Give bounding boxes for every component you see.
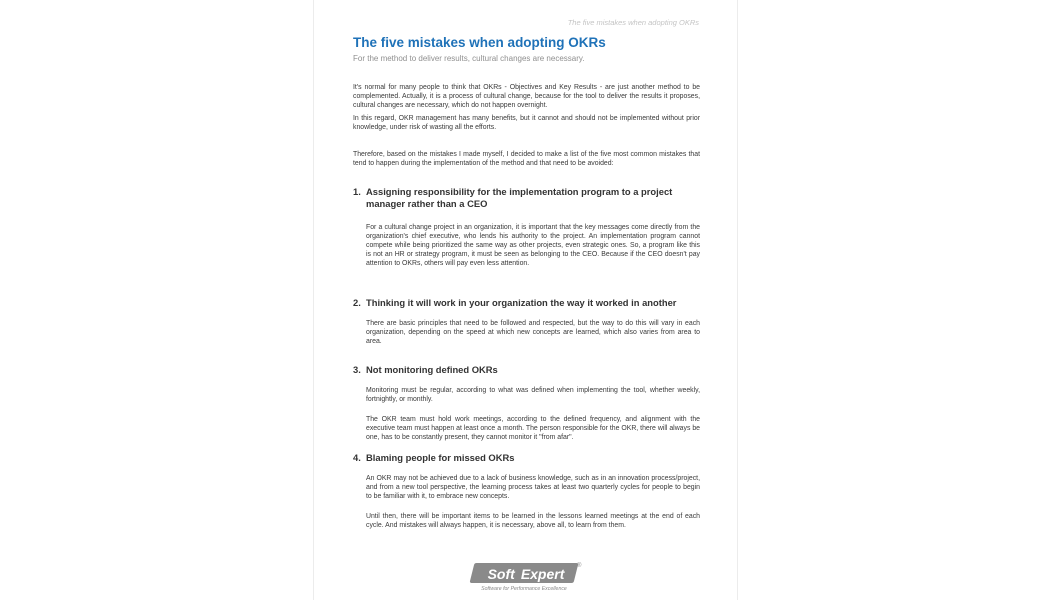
section-title: Thinking it will work in your organization the way it worked in another (366, 297, 677, 308)
registered-mark: ® (577, 563, 582, 569)
logo-tagline: Software for Performance Excellence (481, 586, 567, 592)
intro-paragraph: In this regard, OKR management has many benefits, but it cannot and should not be implemented without prior knowledge, under risk of wasting all the efforts. (353, 115, 700, 131)
section-body-4b (366, 513, 700, 531)
section-number: 1. (353, 186, 361, 197)
intro-paragraph: Therefore, based on the mistakes I made myself, I decided to make a list of the five most common mistakes that tend to happen during the implementation of the method and that need to be avoided: (353, 151, 700, 167)
running-header: The five mistakes when adopting OKRs (567, 18, 699, 27)
document-title: The five mistakes when adopting OKRs (353, 35, 606, 50)
section-title: Assigning responsibility for the implementation program to a project manager rather than a CEO (366, 186, 673, 209)
section-body-3b (366, 416, 700, 443)
intro-paragraph-1-block (353, 84, 700, 111)
section-heading-4 (353, 452, 701, 464)
section-body-2 (366, 320, 700, 347)
section-number: 2. (353, 297, 361, 308)
section-heading-3 (353, 364, 701, 376)
section-heading-2 (353, 297, 701, 309)
document-subtitle: For the method to deliver results, cultural changes are necessary. (353, 54, 585, 63)
section-number: 3. (353, 364, 361, 375)
logo-wordmark (476, 565, 576, 583)
section-paragraph: Until then, there will be important items to be learned in the lessons learned meetings at the end of each cycle. And mistakes will always happen, it is necessary, above all, to learn from them. (366, 513, 700, 529)
intro-paragraph-3-block (353, 151, 700, 169)
section-number: 4. (353, 452, 361, 463)
softexpert-logo (472, 563, 582, 597)
logo-word-expert: Expert (520, 566, 565, 582)
section-paragraph: The OKR team must hold work meetings, according to the defined frequency, and alignment with the executive team must happen at least once a month. The person responsible for the OKR, there will always be one, has to be constantly present, they cannot monitor it "from afar". (366, 416, 700, 441)
intro-paragraph-2-block (353, 115, 700, 133)
section-paragraph: There are basic principles that need to be followed and respected, but the way to do this will vary in each organization, depending on the speed at which new concepts are learned, which also varies from area to area. (366, 320, 700, 345)
logo-word-soft: Soft (487, 566, 515, 582)
section-title: Not monitoring defined OKRs (366, 364, 498, 375)
intro-paragraph: It's normal for many people to think that OKRs - Objectives and Key Results - are just another method to be complemented. Actually, it is a process of cultural change, because for the tool to deliver the results it proposes, cultural changes are necessary, which do not happen overnight. (353, 84, 700, 109)
section-body-3a (366, 387, 700, 405)
section-paragraph: Monitoring must be regular, according to what was defined when implementing the tool, whether weekly, fortnightly, or monthly. (366, 387, 700, 403)
section-title: Blaming people for missed OKRs (366, 452, 515, 463)
section-heading-1 (353, 186, 701, 210)
section-body-1 (366, 224, 700, 269)
section-body-4a (366, 475, 700, 502)
section-paragraph: For a cultural change project in an organization, it is important that the key messages come directly from the organization's chief executive, who lends his authority to the project. An implementation program cannot compete while being prioritized the same way as other projects, even strategic ones. So, a program like this is not an HR or strategy program, it must be seen as belonging to the CEO. Because if the CEO doesn't pay attention to OKRs, others will pay even less attention. (366, 224, 700, 267)
section-paragraph: An OKR may not be achieved due to a lack of business knowledge, such as in an innovation process/project, and from a new tool perspective, the learning process takes at least two quarterly cycles for people to begin to be familiar with it, to embrace new concepts. (366, 475, 700, 500)
document-page (313, 0, 738, 600)
